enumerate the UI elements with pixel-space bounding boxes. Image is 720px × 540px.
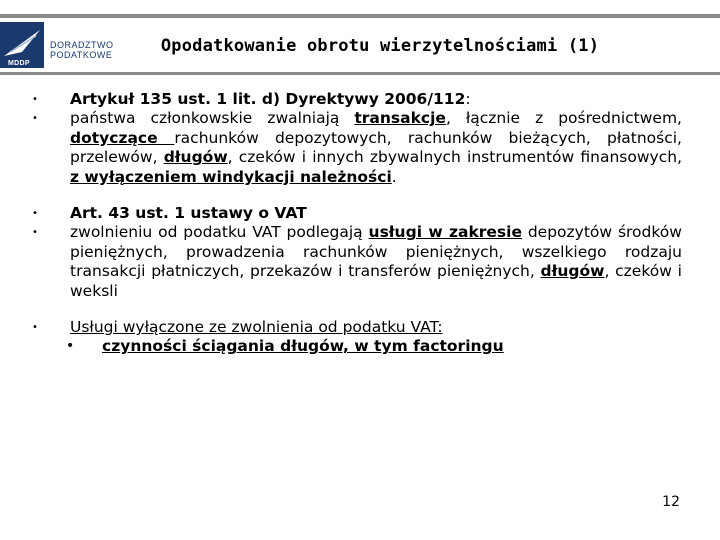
emphasis-transakcje: transakcje [354, 109, 446, 128]
emphasis-dlugow-2: długów [540, 262, 605, 281]
title-divider [0, 72, 720, 75]
text-segment: , czeków i weksli [70, 262, 682, 300]
slide-content [26, 90, 682, 356]
logo-line-2: PODATKOWE [50, 50, 113, 60]
bullet-marker: • [32, 208, 38, 220]
sub-bullet-marker: • [66, 338, 75, 355]
bullet-excluded-services [26, 318, 682, 337]
bullet-marker: • [32, 94, 38, 105]
text-segment: . [391, 167, 397, 186]
article-135-heading: Artykuł 135 ust. 1 lit. d) Dyrektywy 2006/112 [70, 90, 466, 108]
bullet-art-43-text [26, 223, 682, 301]
text-segment: , łącznie z pośrednictwem, [445, 109, 682, 128]
emphasis-z-wylaczeniem: z wyłączeniem windykacji należności [70, 167, 392, 186]
logo-label: MDDP [8, 60, 30, 67]
sub-bullet-debt-collection [26, 337, 682, 356]
article-135-heading-colon: : [465, 90, 471, 108]
bullet-marker: • [32, 227, 38, 239]
slide-title: Opodatkowanie obrotu wierzytelnościami (1) [160, 36, 600, 56]
bullet-heading-article-135 [26, 90, 682, 109]
emphasis-uslugi-w-zakresie: usługi w zakresie [368, 223, 522, 242]
text-segment: państwa członkowskie zwalniają [70, 109, 355, 128]
bullet-heading-art-43 [26, 204, 682, 223]
text-segment: rachunków depozytowych, rachunków bieżących, płatności, przelewów, [70, 128, 682, 167]
debt-collection-text: czynności ściągania długów, w tym factoringu [102, 337, 504, 356]
text-segment: , czeków i innych zbywalnych instrumentów finansowych, [227, 148, 682, 167]
bullet-marker: • [32, 322, 38, 334]
logo-line-1: DORADZTWO [50, 40, 114, 50]
page-number: 12 [662, 494, 680, 510]
emphasis-dotyczace: dotyczące [70, 128, 175, 147]
text-segment: depozytów środków pieniężnych, prowadzenia rachunków pieniężnych, wszelkiego rodzaju transakcji płatniczych, przekazów i transferów pieniężnych, [70, 223, 682, 281]
bullet-article-135-text [26, 109, 682, 187]
excluded-services-heading: Usługi wyłączone ze zwolnienia od podatku VAT: [70, 318, 443, 337]
art-43-heading: Art. 43 ust. 1 ustawy o VAT [70, 204, 307, 223]
bullet-marker: • [32, 113, 38, 125]
emphasis-dlugow: długów [163, 148, 228, 167]
text-segment: zwolnieniu od podatku VAT podlegają [70, 223, 369, 242]
